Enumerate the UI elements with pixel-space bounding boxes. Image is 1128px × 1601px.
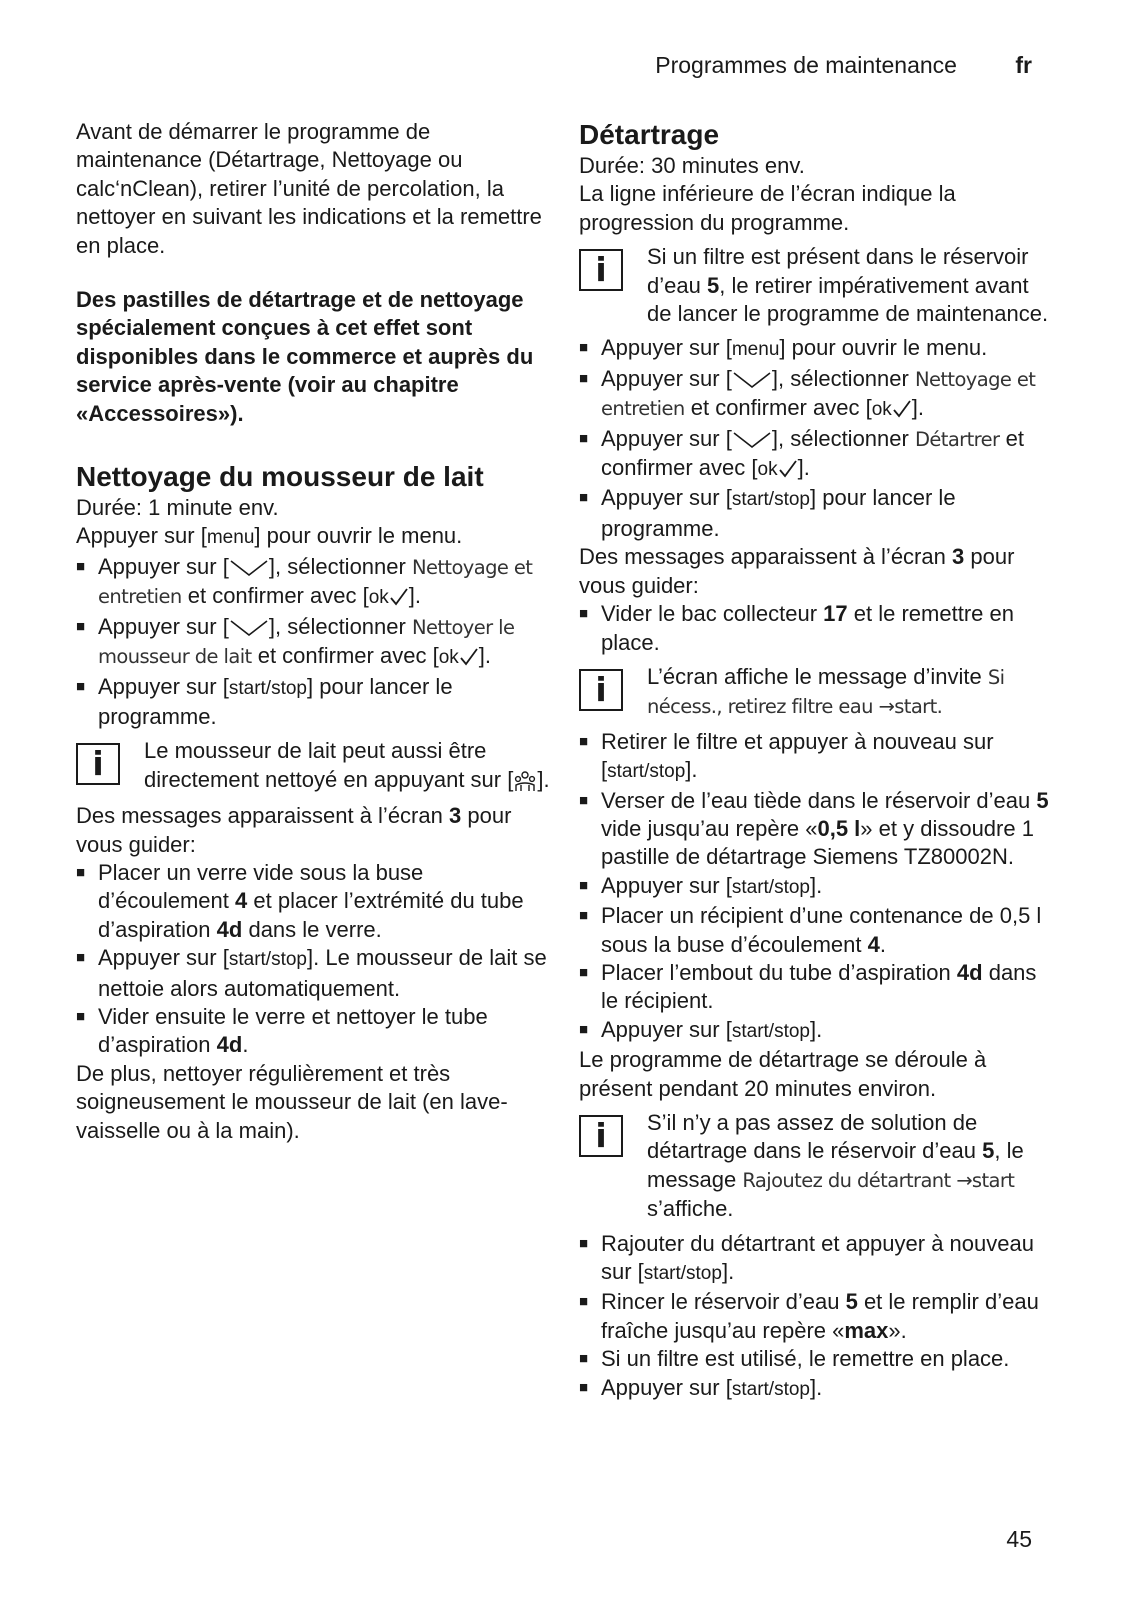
list-item: ■ Appuyer sur [start/stop]. bbox=[579, 872, 1059, 902]
intro-paragraph: Avant de démarrer le programme de maintenance (Détartrage, Nettoyage ou calc‘nClean), retirer l’unité de percolation, la nettoyer en suivant les indications et la remettre en place. bbox=[76, 119, 542, 258]
bullet-icon: ■ bbox=[579, 1350, 589, 1368]
list-item: ■ Retirer le filtre et appuyer à nouveau sur [start/stop]. bbox=[579, 728, 1059, 787]
bullet-icon: ■ bbox=[579, 1378, 589, 1396]
bullet-icon: ■ bbox=[579, 907, 589, 925]
start-stop-key: start/stop bbox=[607, 761, 686, 783]
chevron-down-icon bbox=[732, 371, 772, 389]
info-icon: i bbox=[76, 743, 120, 785]
milk-frother-heading: Nettoyage du mousseur de lait bbox=[76, 461, 484, 493]
info-note: i S’il n’y a pas assez de solution de détartrage dans le réservoir d’eau 5, le message Rajoutez du détartrant →start s’affiche. bbox=[579, 1109, 1059, 1224]
list-item: ■ Appuyer sur [ ], sélectionner Nettoyer le mousseur de lait et confirmer avec [ok ]. bbox=[76, 613, 550, 673]
bullet-icon: ■ bbox=[579, 963, 589, 981]
bullet-icon: ■ bbox=[579, 369, 589, 387]
chevron-down-icon bbox=[229, 559, 269, 577]
list-item: ■ Rajouter du détartrant et appuyer à nouveau sur [start/stop]. bbox=[579, 1230, 1059, 1289]
list-item: ■ Placer un récipient d’une contenance de 0,5 l sous la buse d’écoulement 4. bbox=[579, 902, 1059, 959]
bullet-icon: ■ bbox=[579, 791, 589, 809]
list-item: ■ Vider le bac collecteur 17 et le remettre en place. bbox=[579, 600, 1059, 657]
display-text: Si nécess., retirez filtre eau →start. bbox=[647, 665, 1005, 719]
start-stop-key: start/stop bbox=[228, 677, 308, 699]
bullet-icon: ■ bbox=[76, 557, 86, 575]
checkmark-icon bbox=[892, 399, 912, 419]
start-stop-key: start/stop bbox=[643, 1263, 722, 1285]
milk-closing: De plus, nettoyer régulièrement et très soigneusement le mousseur de lait (en lave-vaisselle ou à la main). bbox=[76, 1060, 508, 1143]
descaling-running: Le programme de détartrage se déroule à présent pendant 20 minutes environ. bbox=[579, 1047, 987, 1101]
milk-duration: Durée: 1 minute env. bbox=[76, 495, 279, 521]
descaling-progress: La ligne inférieure de l’écran indique la progression du programme. bbox=[579, 181, 956, 235]
list-item: ■ Verser de l’eau tiède dans le réservoir d’eau 5 vide jusqu’au repère «0,5 l» et y dissoudre 1 pastille de détartrage Siemens TZ80002N. bbox=[579, 787, 1059, 872]
menu-key: menu bbox=[206, 527, 255, 549]
bullet-icon: ■ bbox=[579, 732, 589, 750]
display-text: Détartrer bbox=[914, 427, 1000, 451]
bullet-icon: ■ bbox=[76, 1007, 86, 1025]
descaling-duration: Durée: 30 minutes env. bbox=[579, 153, 805, 178]
info-icon: i bbox=[579, 1115, 623, 1157]
milk-open-menu: Appuyer sur [menu] pour ouvrir le menu. bbox=[76, 523, 463, 549]
start-stop-key: start/stop bbox=[731, 876, 811, 898]
start-stop-key: start/stop bbox=[228, 949, 308, 971]
list-item: ■ Si un filtre est utilisé, le remettre en place. bbox=[579, 1345, 1059, 1373]
list-item: ■ Placer un verre vide sous la buse d’écoulement 4 et placer l’extrémité du tube d’aspiration 4d dans le verre. bbox=[76, 859, 550, 944]
list-item: ■ Appuyer sur [start/stop] pour lancer le programme. bbox=[579, 484, 1059, 543]
bullet-icon: ■ bbox=[579, 1293, 589, 1311]
list-item: ■ Appuyer sur [start/stop]. bbox=[579, 1016, 1059, 1046]
checkmark-icon bbox=[778, 459, 798, 479]
checkmark-icon bbox=[389, 587, 409, 607]
checkmark-icon bbox=[459, 647, 479, 667]
left-column bbox=[76, 118, 550, 1145]
info-icon: i bbox=[579, 669, 623, 711]
display-text: Rajoutez du détartrant →start bbox=[742, 1168, 1015, 1192]
list-item: ■ Appuyer sur [menu] pour ouvrir le menu. bbox=[579, 334, 1059, 364]
language-code: fr bbox=[1015, 52, 1032, 78]
descaling-messages: Des messages apparaissent à l’écran 3 pour vous guider: bbox=[579, 544, 1015, 598]
descaling-heading: Détartrage bbox=[579, 119, 720, 150]
right-column bbox=[579, 118, 1059, 1404]
list-item: ■ Appuyer sur [ ], sélectionner Nettoyage et entretien et confirmer avec [ok ]. bbox=[76, 553, 550, 613]
bullet-icon: ■ bbox=[579, 605, 589, 623]
list-item: ■ Appuyer sur [start/stop] pour lancer le programme. bbox=[76, 673, 550, 732]
list-item: ■ Appuyer sur [start/stop]. bbox=[579, 1374, 1059, 1404]
bullet-icon: ■ bbox=[76, 949, 86, 967]
info-note: i Si un filtre est présent dans le réservoir d’eau 5, le retirer impérativement avant de lancer le programme de maintenance. bbox=[579, 243, 1059, 328]
bullet-icon: ■ bbox=[76, 677, 86, 695]
start-stop-key: start/stop bbox=[731, 489, 811, 511]
bullet-icon: ■ bbox=[579, 429, 589, 447]
bullet-icon: ■ bbox=[76, 863, 86, 881]
bullet-icon: ■ bbox=[76, 617, 86, 635]
list-item: ■ Vider ensuite le verre et nettoyer le tube d’aspiration 4d. bbox=[76, 1003, 550, 1060]
list-item: ■ Appuyer sur [start/stop]. Le mousseur de lait se nettoie alors automatiquement. bbox=[76, 944, 550, 1003]
milk-froth-icon bbox=[513, 770, 537, 792]
chevron-down-icon bbox=[732, 431, 772, 449]
tablets-note: Des pastilles de détartrage et de nettoyage spécialement conçues à cet effet sont disponibles dans le commerce et auprès du service après-vente (voir au chapitre «Accessoires»). bbox=[76, 287, 534, 426]
bullet-icon: ■ bbox=[579, 339, 589, 357]
chevron-down-icon bbox=[229, 619, 269, 637]
info-note: i L’écran affiche le message d’invite Si nécess., retirez filtre eau →start. bbox=[579, 663, 1059, 722]
milk-messages: Des messages apparaissent à l’écran 3 pour vous guider: bbox=[76, 803, 512, 857]
display-text: Nettoyage et entretien bbox=[98, 555, 533, 609]
list-item: ■ Rincer le réservoir d’eau 5 et le remplir d’eau fraîche jusqu’au repère «max». bbox=[579, 1288, 1059, 1345]
page-number: 45 bbox=[1006, 1526, 1032, 1552]
info-icon: i bbox=[579, 249, 623, 291]
start-stop-key: start/stop bbox=[731, 1020, 811, 1042]
bullet-icon: ■ bbox=[579, 1020, 589, 1038]
page-header bbox=[655, 52, 1032, 79]
display-text: Nettoyer le mousseur de lait bbox=[98, 615, 515, 669]
menu-key: menu bbox=[731, 339, 780, 361]
list-item: ■ Placer l’embout du tube d’aspiration 4d dans le récipient. bbox=[579, 959, 1059, 1016]
section-title: Programmes de maintenance bbox=[655, 52, 957, 78]
bullet-icon: ■ bbox=[579, 489, 589, 507]
list-item: ■ Appuyer sur [ ], sélectionner Nettoyage et entretien et confirmer avec [ok ]. bbox=[579, 365, 1059, 425]
start-stop-key: start/stop bbox=[731, 1378, 811, 1400]
list-item: ■ Appuyer sur [ ], sélectionner Détartrer et confirmer avec [ok ]. bbox=[579, 425, 1059, 485]
display-text: Nettoyage et entretien bbox=[601, 367, 1036, 421]
bullet-icon: ■ bbox=[579, 1234, 589, 1252]
bullet-icon: ■ bbox=[579, 876, 589, 894]
info-note: i Le mousseur de lait peut aussi être directement nettoyé en appuyant sur [ ]. bbox=[76, 737, 550, 794]
